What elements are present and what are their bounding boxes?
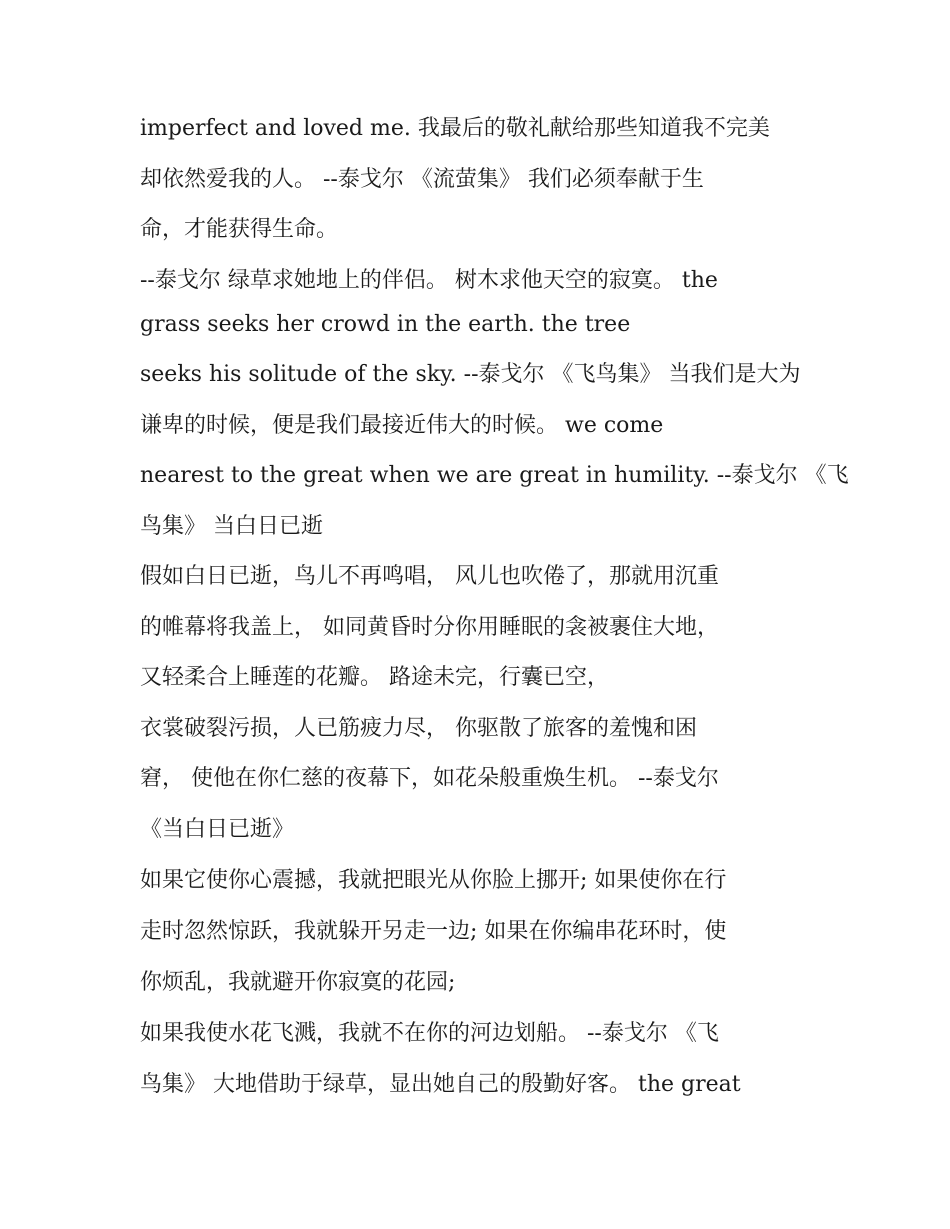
text-line: --泰戈尔 绿草求她地上的伴侣。 树木求他天空的寂寞。 the <box>140 268 718 293</box>
text-line: grass seeks her crowd in the earth. the tree <box>140 312 631 337</box>
text-line: 走时忽然惊跃，我就躲开另走一边; 如果在你编串花环时，使 <box>140 919 727 944</box>
text-line: 如果它使你心震撼，我就把眼光从你脸上挪开; 如果使你在行 <box>140 868 727 893</box>
text-line: 《当白日已逝》 <box>140 817 295 842</box>
text-line: 却依然爱我的人。 --泰戈尔 《流萤集》 我们必须奉献于生 <box>140 167 704 192</box>
text-line: 又轻柔合上睡莲的花瓣。 路途未完，行囊已空， <box>140 665 609 690</box>
text-line: 假如白日已逝，鸟儿不再鸣唱， 风儿也吹倦了，那就用沉重 <box>140 564 719 589</box>
text-line: 你烦乱，我就避开你寂寞的花园; <box>140 970 456 995</box>
text-line: 谦卑的时候，便是我们最接近伟大的时候。 we come <box>140 413 664 438</box>
text-line: 衣裳破裂污损，人已筋疲力尽， 你驱散了旅客的羞愧和困 <box>140 716 697 741</box>
text-line: 的帷幕将我盖上， 如同黄昏时分你用睡眠的衾被裹住大地， <box>140 615 719 640</box>
text-line: 窘， 使他在你仁慈的夜幕下，如花朵般重焕生机。 --泰戈尔 <box>140 766 719 791</box>
text-line: 如果我使水花飞溅，我就不在你的河边划船。 --泰戈尔 《飞 <box>140 1021 719 1046</box>
text-line: seeks his solitude of the sky. --泰戈尔 《飞鸟集》 当我们是大为 <box>140 362 801 387</box>
text-line: nearest to the great when we are great in humility. --泰戈尔 《飞 <box>140 463 849 488</box>
text-line: 鸟集》 大地借助于绿草，显出她自己的殷勤好客。 the great <box>140 1072 741 1097</box>
text-line: 鸟集》 当白日已逝 <box>140 514 323 539</box>
text-line: 命，才能获得生命。 <box>140 217 339 242</box>
text-line: imperfect and loved me. 我最后的敬礼献给那些知道我不完美 <box>140 116 770 141</box>
